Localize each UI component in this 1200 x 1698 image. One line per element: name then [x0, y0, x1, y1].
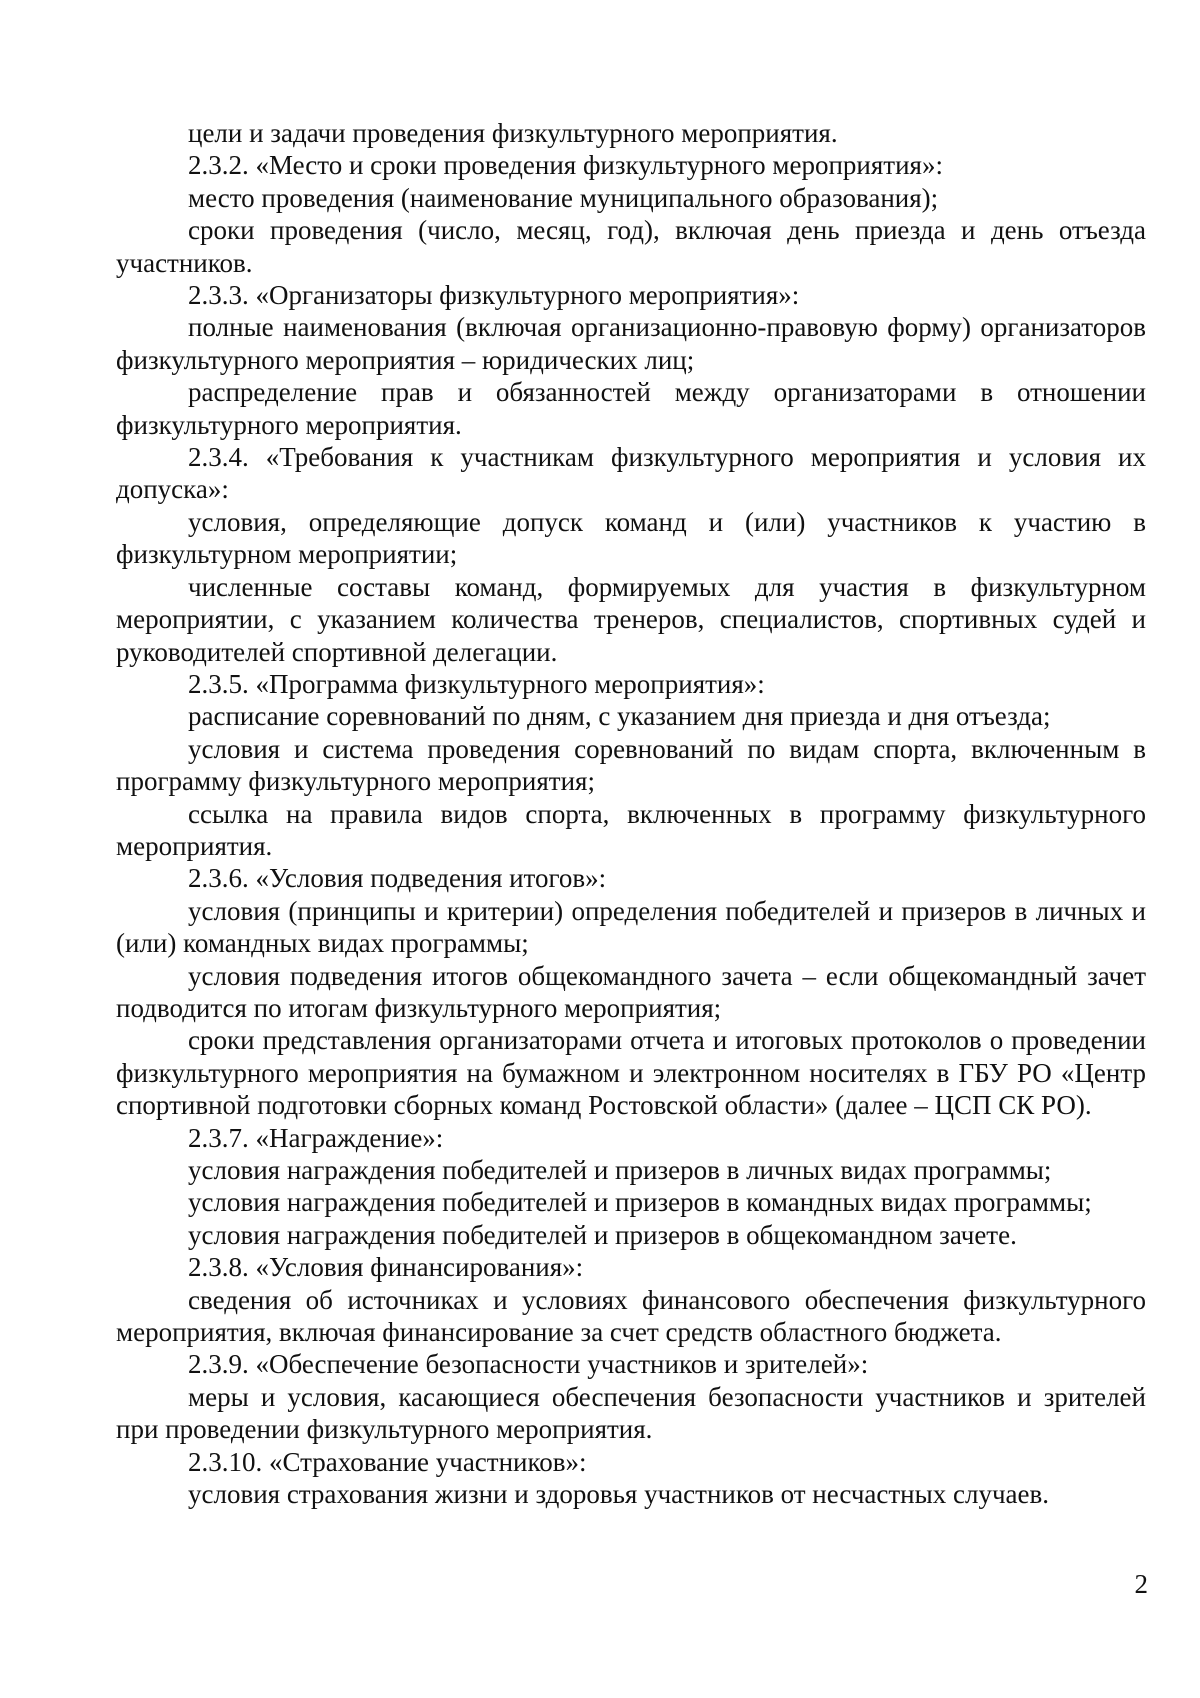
paragraph: место проведения (наименование муниципального образования);: [188, 182, 939, 213]
section-heading: 2.3.5. «Программа физкультурного мероприятия»:: [188, 668, 765, 699]
section-heading: 2.3.2. «Место и сроки проведения физкультурного мероприятия»:: [188, 150, 943, 181]
paragraph: условия, определяющие допуск команд и (или) участников к участию в физкультурном мероприятии;: [116, 506, 1146, 570]
paragraph: полные наименования (включая организационно-правовую форму) организаторов физкультурного мероприятия – юридических лиц;: [116, 312, 1146, 375]
section-heading: 2.3.3. «Организаторы физкультурного мероприятия»:: [188, 280, 800, 311]
section-heading: 2.3.8. «Условия финансирования»:: [188, 1252, 584, 1283]
paragraph: численные составы команд, формируемых для участия в физкультурном мероприятии, с указанием количества тренеров, специалистов, спортивных судей и руководителей спортивной делегации.: [116, 571, 1146, 667]
paragraph: распределение прав и обязанностей между организаторами в отношении физкультурного мероприятия.: [116, 377, 1146, 440]
section-heading: 2.3.9. «Обеспечение безопасности участников и зрителей»:: [188, 1349, 869, 1380]
paragraph: сроки представления организаторами отчета и итоговых протоколов о проведении физкультурного мероприятия на бумажном и электронном носителях в ГБУ РО «Центр спортивной подготовки сборных команд Ростовской области» (далее – ЦСП СК РО).: [116, 1025, 1146, 1121]
paragraph: ссылка на правила видов спорта, включенных в программу физкультурного мероприятия.: [116, 798, 1146, 861]
section-heading: 2.3.10. «Страхование участников»:: [188, 1446, 587, 1477]
section-heading: 2.3.7. «Награждение»:: [188, 1122, 444, 1153]
paragraph: условия награждения победителей и призеров в командных видах программы;: [188, 1187, 1092, 1218]
paragraph: условия страхования жизни и здоровья участников от несчастных случаев.: [188, 1479, 1050, 1510]
paragraph: условия и система проведения соревнований по видам спорта, включенным в программу физкультурного мероприятия;: [116, 733, 1146, 797]
paragraph: условия подведения итогов общекомандного зачета – если общекомандный зачет подводится по итогам физкультурного мероприятия;: [116, 960, 1146, 1023]
paragraph: цели и задачи проведения физкультурного мероприятия.: [188, 118, 838, 148]
paragraph: условия награждения победителей и призеров в личных видах программы;: [188, 1155, 1052, 1185]
section-heading: 2.3.4. «Требования к участникам физкультурного мероприятия и условия их допуска»:: [116, 442, 1146, 505]
paragraph: сроки проведения (число, месяц, год), включая день приезда и день отъезда участников.: [116, 215, 1146, 278]
paragraph: условия (принципы и критерии) определения победителей и призеров в личных и (или) командных видах программы;: [116, 895, 1146, 959]
paragraph: сведения об источниках и условиях финансового обеспечения физкультурного мероприятия, включая финансирование за счет средств областного бюджета.: [116, 1284, 1146, 1348]
page-number: 2: [1134, 1569, 1148, 1599]
paragraph: условия награждения победителей и призеров в общекомандном зачете.: [188, 1219, 1017, 1250]
section-heading: 2.3.6. «Условия подведения итогов»:: [188, 863, 607, 894]
paragraph: расписание соревнований по дням, с указанием дня приезда и дня отъезда;: [188, 701, 1051, 732]
paragraph: меры и условия, касающиеся обеспечения безопасности участников и зрителей при проведении физкультурного мероприятия.: [116, 1381, 1146, 1445]
document-body: [116, 117, 1146, 1510]
